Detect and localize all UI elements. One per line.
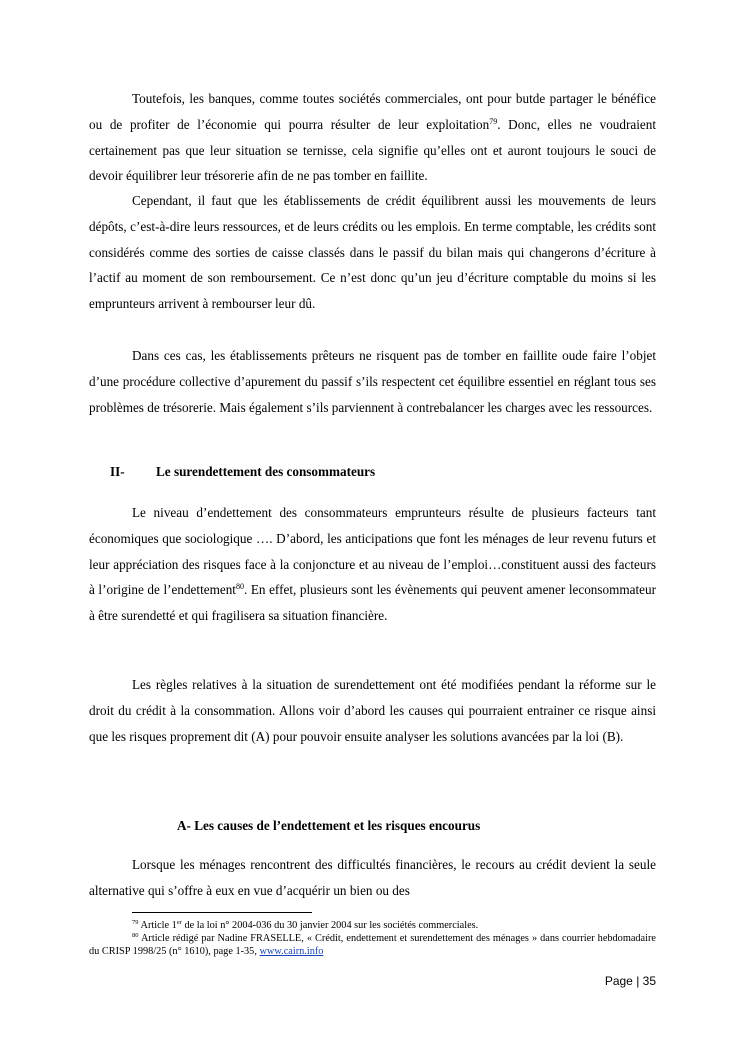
footnote-ref-79: 79: [489, 116, 498, 126]
paragraph-text: Lorsque les ménages rencontrent des difficultés financières, le recours au crédit devient la seule alternative qui s’offre à eux en vue d’acquérir un bien ou des: [89, 857, 656, 898]
paragraph-text: . Donc, elles ne voudraient certainement pas que leur situation se ternisse, cela signifie qu’elles ont et auront toujours le souci de devoir équilibrer leur trésorerie afin de ne pas tomber en faillite.: [89, 116, 656, 184]
page-number: Page | 35: [604, 974, 656, 988]
cairn-link[interactable]: www.cairn.info: [259, 946, 324, 958]
footnote-ref-80: 80: [235, 582, 244, 592]
paragraph-regles: [89, 672, 656, 749]
footnote-text: de la loi n° 2004-036 du 30 janvier 2004 sur les sociétés commerciales.: [181, 920, 479, 931]
paragraph-text: Cependant, il faut que les établissements de crédit équilibrent aussi les mouvements de leurs dépôts, c’est-à-dire leurs ressources, et de leurs crédits ou les emplois. En terme comptable, les crédits sont considérés comme des sorties de caisse classés dans le passif du bilan mais qui changerons d’écriture à l’actif au moment de son remboursement. Ce n’est donc qu’un jeu d’écriture comptable du moins si les emprunteurs arrivent à rembourser leur dû.: [89, 193, 656, 312]
footnote-text: Article rédigé par Nadine FRASELLE, « Crédit, endettement et surendettement des ménages » dans courrier hebdomadaire du CRISP 1998/25 (n° 1610), page 1-35,: [89, 933, 656, 958]
paragraph-text: . En effet, plusieurs sont les évènements qui peuvent amener leconsommateur à être surendetté et qui fragilisera sa situation financière.: [89, 582, 656, 624]
section-number: II-: [110, 464, 125, 479]
paragraph-text: Le niveau d’endettement des consommateurs emprunteurs résulte de plusieurs facteurs tant économiques que sociologique …. D’abord, les anticipations que font les ménages de leur revenu futurs et leur appréciation des risques face à la conjoncture et au niveau de l’emploi…constituent aussi des facteurs à l’origine de l’endettement: [89, 505, 656, 598]
section-heading: [110, 462, 376, 482]
paragraph-menages: [89, 852, 656, 904]
subsection-heading: A- Les causes de l’endettement et les risques encourus: [177, 818, 481, 833]
paragraph-text: Les règles relatives à la situation de surendettement ont été modifiées pendant la réforme sur le droit du crédit à la consommation. Allons voir d’abord les causes qui pourraient entrainer ce risque ainsi que les risques proprement dit (A) pour pouvoir ensuite analyser les solutions avancées par la loi (B).: [89, 677, 656, 744]
paragraph-faillite: [89, 343, 656, 420]
paragraph-equilibre: [89, 188, 656, 317]
paragraph-banques: [89, 86, 656, 189]
footnote-80: [89, 932, 656, 958]
footnote-79: [89, 919, 656, 932]
paragraph-text: Dans ces cas, les établissements prêteurs ne risquent pas de tomber en faillite oude faire l’objet d’une procédure collective d’apurement du passif s’ils respectent cet équilibre essentiel en réglant tous ses problèmes de trésorerie. Mais également s’ils parviennent à contrebalancer les charges avec les ressources.: [89, 348, 656, 415]
footnote-number: 79: [132, 919, 139, 926]
paragraph-niveau-endettement: [89, 500, 656, 629]
ordinal-superscript: er: [176, 919, 182, 926]
footnote-separator: [132, 912, 312, 913]
section-title: Le surendettement des consommateurs: [156, 464, 376, 479]
footnotes: [89, 919, 656, 959]
paragraph-text: Toutefois, les banques, comme toutes sociétés commerciales, ont pour butde partager le bénéfice ou de profiter de l’économie qui pourra résulter de leur exploitation: [89, 91, 656, 132]
footnote-text: Article 1: [138, 920, 177, 931]
footnote-number: 80: [132, 932, 139, 940]
